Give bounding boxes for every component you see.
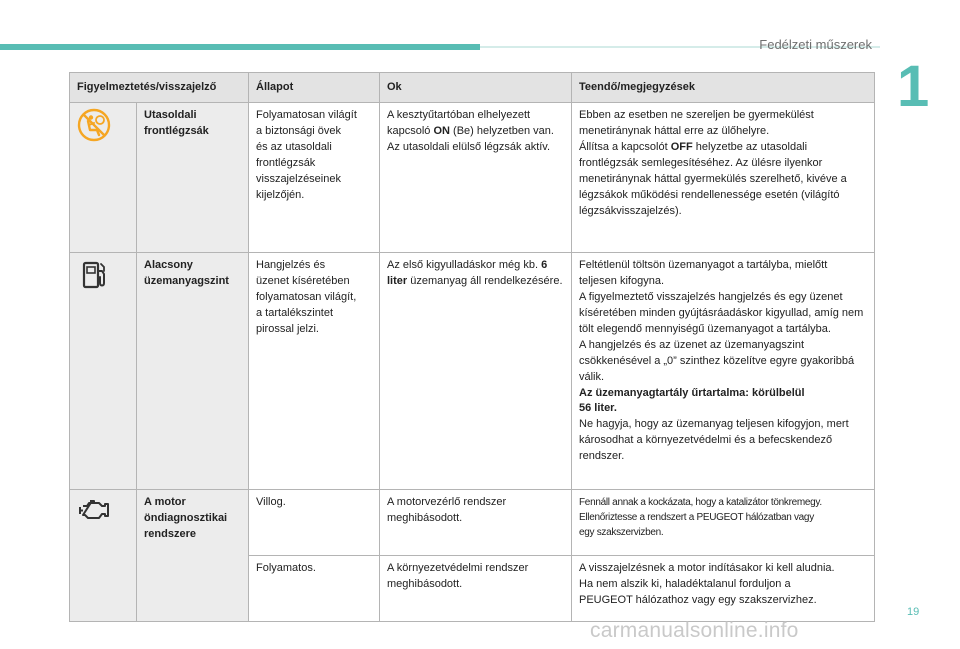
- table-row: [70, 253, 875, 490]
- chapter-number: 1: [897, 54, 930, 119]
- engine-icon: [77, 495, 113, 531]
- state-text: Folyamatos.: [249, 556, 380, 622]
- table-row: [70, 490, 875, 556]
- cause-text: Az első kigyulladáskor még kb. 6 liter üzemanyag áll rendelkezésére.: [380, 253, 572, 490]
- warning-lights-table: [69, 72, 875, 622]
- action-text: Feltétlenül töltsön üzemanyagot a tartályba, mielőtt teljesen kifogyna. A figyelmeztető visszajelzés hangjelzés és egy üzenet kíséretében minden gyújtásráadáskor kigyullad, amíg nem tölt elegendő mennyiségű üzemanyagot a tartályba. A hangjelzés és az üzenet az üzemanyagszint csökkenésével a „0” szinthez közelítve egyre gyakoribbá válik. Az üzemanyagtartály űrtartalma: körülbelül 56 liter. Ne hagyja, hogy az üzemanyag teljesen kifogyjon, mert károsodhat a környezetvédelmi és a befecskendező rendszer.: [572, 253, 875, 490]
- cause-text: A környezetvédelmi rendszer meghibásodott.: [380, 556, 572, 622]
- header-cause: Ok: [380, 73, 572, 103]
- header-warning: Figyelmeztetés/visszajelző: [70, 73, 249, 103]
- state-text: Villog.: [249, 490, 380, 556]
- header-action: Teendő/megjegyzések: [572, 73, 875, 103]
- page-number: 19: [907, 606, 920, 618]
- header-accent-bar: [0, 44, 480, 50]
- section-title: Fedélzeti műszerek: [759, 37, 872, 52]
- action-text: Ebben az esetben ne szereljen be gyermekülést menetiránynak háttal erre az ülőhelyre. Állítsa a kapcsolót OFF helyzetbe az utasoldali frontlégzsák semlegesítéséhez. Az ülésre ilyenkor menetiránynak háttal gyermekülés szerelhető, kivéve a légzsákok működési rendellenessége esetén (világító légzsákvisszajelzés).: [572, 103, 875, 253]
- action-text: Fennáll annak a kockázata, hogy a katalizátor tönkremegy. Ellenőriztesse a rendszert a PEUGEOT hálózatban vagy egy szakszervizben.: [572, 490, 875, 556]
- fuel-pump-icon: [77, 258, 111, 298]
- warning-name: A motor öndiagnosztikai rendszere: [137, 490, 249, 622]
- table-row: [70, 103, 875, 253]
- state-text: Folyamatosan világít a biztonsági övek és az utasoldali frontlégzsák visszajelzéseinek kijelzőjén.: [249, 103, 380, 253]
- action-text: A visszajelzésnek a motor indításakor ki kell aludnia. Ha nem alszik ki, haladéktalanul forduljon a PEUGEOT hálózathoz vagy egy szakszervizhez.: [572, 556, 875, 622]
- table-header-row: [70, 73, 875, 103]
- cause-text: A kesztyűtartóban elhelyezett kapcsoló ON (Be) helyzetben van. Az utasoldali elülső légzsák aktív.: [380, 103, 572, 253]
- warning-name: Utasoldali frontlégzsák: [137, 103, 249, 253]
- watermark: carmanualsonline.info: [590, 619, 799, 642]
- cause-text: A motorvezérlő rendszer meghibásodott.: [380, 490, 572, 556]
- airbag-off-icon: [77, 108, 111, 148]
- state-text: Hangjelzés és üzenet kíséretében folyamatosan világít, a tartalékszintet pirossal jelzi.: [249, 253, 380, 490]
- warning-name: Alacsony üzemanyagszint: [137, 253, 249, 490]
- header-state: Állapot: [249, 73, 380, 103]
